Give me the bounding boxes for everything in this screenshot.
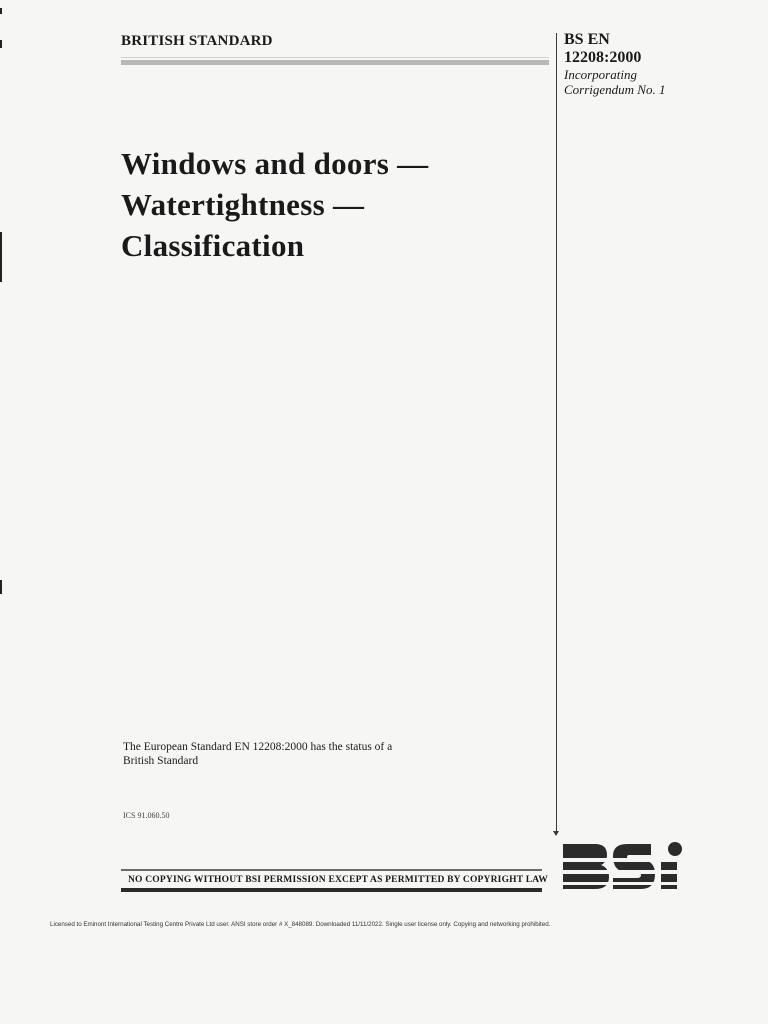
- copyright-notice: NO COPYING WITHOUT BSI PERMISSION EXCEPT AS PERMITTED BY COPYRIGHT LAW: [128, 875, 548, 885]
- scan-edge-mark: [0, 40, 2, 48]
- bsi-logo-stripe: [561, 870, 683, 874]
- bsi-logo-stripe: [561, 882, 683, 885]
- scan-edge-mark: [0, 580, 2, 594]
- scan-edge-mark: [0, 8, 2, 14]
- status-line1: The European Standard EN 12208:2000 has the status of a: [123, 741, 393, 753]
- title-line1: Windows and doors —: [121, 146, 429, 181]
- column-divider: [556, 33, 557, 835]
- status-statement: [123, 740, 443, 768]
- column-divider-arrow: [553, 831, 559, 836]
- standard-code-line2: 12208:2000: [564, 49, 642, 66]
- header-rule-thin: [121, 57, 549, 58]
- incorporating-label: Incorporating: [564, 67, 637, 82]
- bsi-logo-stripe: [561, 858, 683, 862]
- standard-id-block: [564, 31, 754, 97]
- title-line3: Classification: [121, 228, 305, 263]
- document-title: [121, 143, 551, 266]
- corrigendum-label: Corrigendum No. 1: [564, 82, 666, 97]
- copyright-rule-top: [121, 869, 542, 871]
- ics-code: ICS 91.060.50: [123, 811, 170, 820]
- copyright-rule-bottom: [121, 888, 542, 892]
- scan-edge-mark: [0, 232, 2, 282]
- bsi-logo-i-dot: [668, 842, 682, 856]
- series-label: BRITISH STANDARD: [121, 33, 273, 49]
- title-line2: Watertightness —: [121, 187, 365, 222]
- status-line2: British Standard: [123, 755, 199, 767]
- header-rule: [121, 60, 549, 65]
- license-footer: Licensed to Eminont International Testing Centre Private Ltd user. ANSI store order # X_848089. Downloaded 11/11/2022. Single user license only. Copying and networking prohibited.: [50, 921, 551, 928]
- standard-code-line1: BS EN: [564, 31, 610, 48]
- bsi-logo: [561, 840, 683, 893]
